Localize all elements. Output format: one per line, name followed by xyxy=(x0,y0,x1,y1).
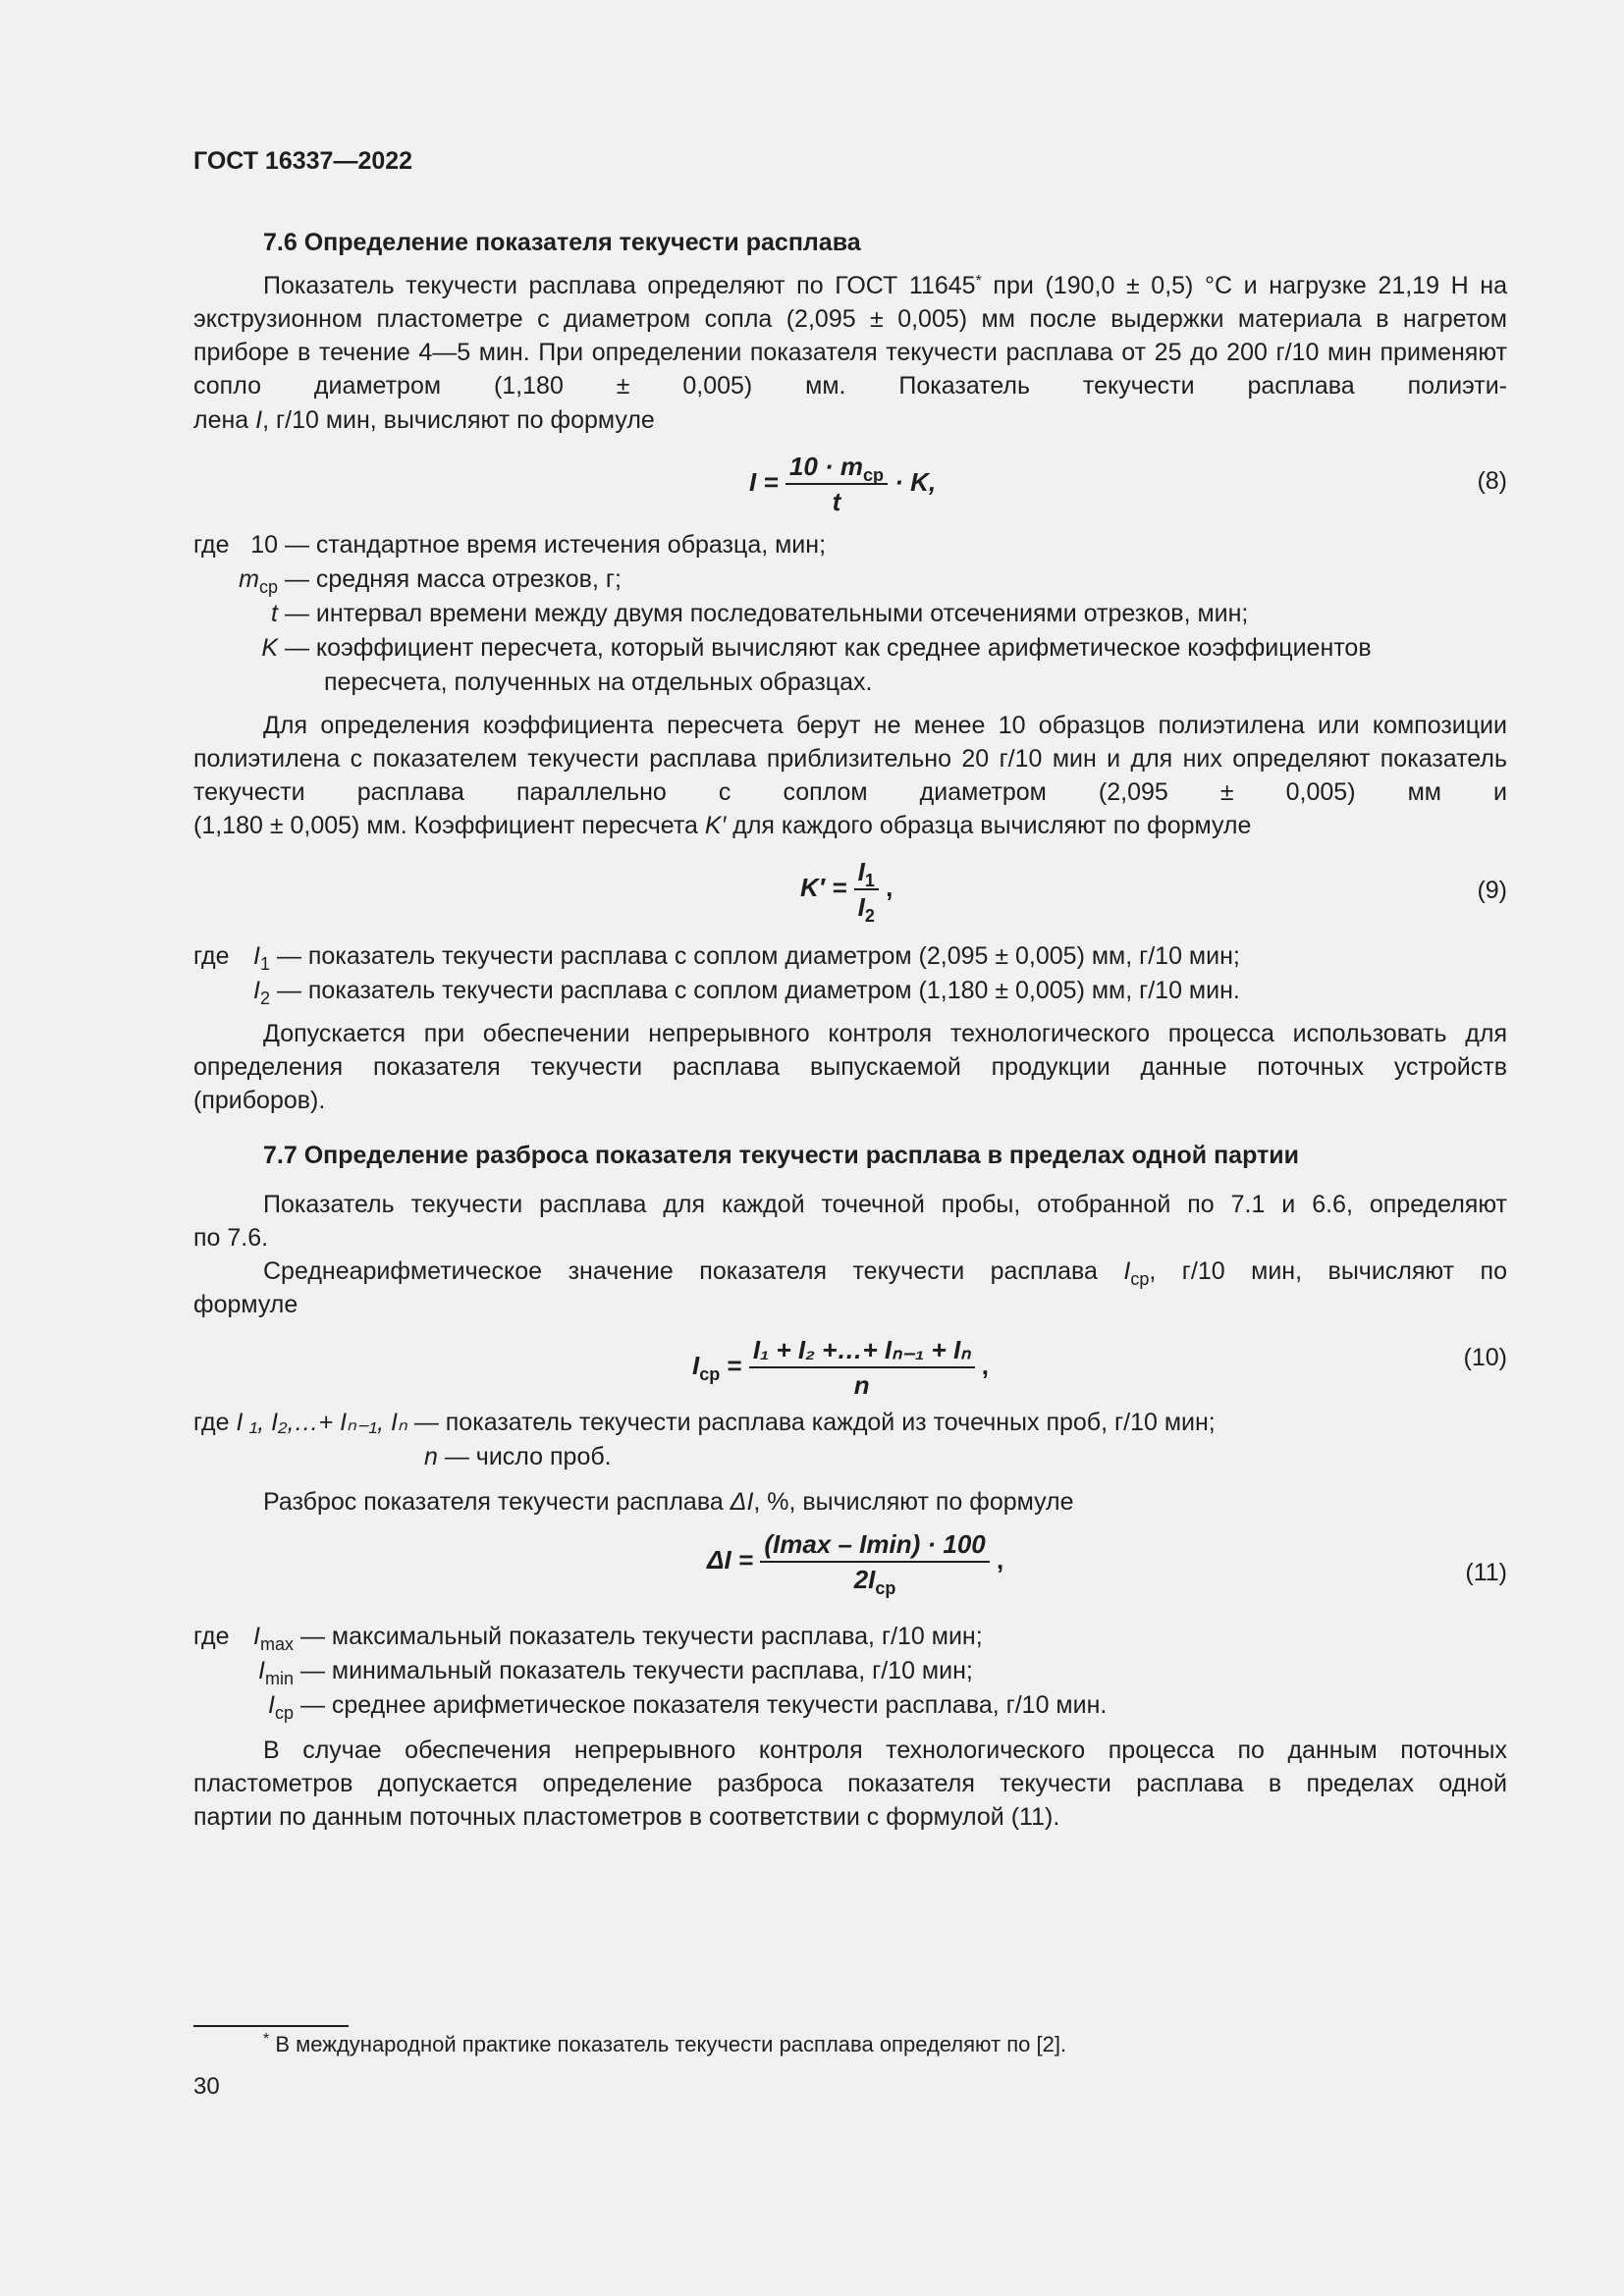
where-label-9: где xyxy=(193,942,230,970)
definition-8-2: $m_{cp}$ — средняя масса отрезков, г; xyxy=(239,565,622,597)
paragraph-7-7-1: Показатель текучести расплава для каждой точечной пробы, отобранной по 7.1 и 6.6, определяют xyxy=(263,1191,1507,1218)
equation-number-9: (9) xyxy=(1477,877,1507,904)
paragraph-7-7-4: В случае обеспечения непрерывного контроля технологического процесса по данным поточных пластометров допускается определение разброса показателя текучести расплава в пределах одной xyxy=(193,1736,1507,1797)
formula-11: ΔI = $\frac{(Imax - Imin) \cdot 100}{2I_{cp}}$ , xyxy=(707,1529,1004,1598)
definition-8-4: K — коэффициент пересчета, который вычисляют как среднее арифметическое коэффициентов xyxy=(261,634,1372,662)
formula-10-fraction: $\frac{\text{I₁ + I₂ +…+ Iₙ₋₁ + Iₙ}}{n}$ xyxy=(749,1335,975,1400)
definition-9-1: $I_1$ — показатель текучести расплава с соплом диаметром (2,095 ± 0,005) мм, г/10 мин; xyxy=(253,942,1240,974)
equation-number-8: (8) xyxy=(1477,467,1507,495)
paragraph-7-7-2-end: формуле xyxy=(193,1291,298,1318)
paragraph-7-7-3: Разброс показателя текучести расплава ΔI, %, вычисляют по формуле xyxy=(263,1488,1074,1516)
formula-9: K′ = $\frac{I_1}{I_2}$ , xyxy=(800,857,893,926)
definition-9-2: $I_2$ — показатель текучести расплава с соплом диаметром (1,180 ± 0,005) мм, г/10 мин. xyxy=(253,977,1240,1008)
where-label-11: где xyxy=(193,1623,230,1650)
definition-11-2: $I_{min}$ — минимальный показатель текучести расплава, г/10 мин; xyxy=(258,1657,973,1688)
page-number: 30 xyxy=(193,2073,220,2100)
footnote-divider xyxy=(193,2025,349,2027)
formula-8-fraction: $\frac{10 \cdot m_{cp}}{t}$ xyxy=(785,452,888,516)
equation-number-11: (11) xyxy=(1465,1559,1507,1586)
paragraph-7-6-3: Допускается при обеспечении непрерывного контроля технологического процесса использовать для определения показателя текучести расплава выпускаемой продукции данные поточных устройств xyxy=(193,1020,1507,1081)
definition-10-1: где I ₁, I₂,…+ Iₙ₋₁, Iₙ — показатель текучести расплава каждой из точечных проб, г/10 мин; xyxy=(193,1409,1216,1436)
footnote: * В международной практике показатель текучести расплава определяют по [2]. xyxy=(263,2031,1067,2056)
paragraph-7-6-3-end: (приборов). xyxy=(193,1087,326,1114)
formula-8: I = $\frac{10 \cdot m_{cp}}{t}$ · K, xyxy=(749,452,937,516)
definition-8-1: 10 — стандартное время истечения образца, мин; xyxy=(250,531,827,559)
paragraph-7-6-2-end: (1,180 ± 0,005) мм. Коэффициент пересчета K′ для каждого образца вычисляют по формуле xyxy=(193,812,1252,839)
formula-9-fraction: $\frac{I_1}{I_2}$ xyxy=(854,857,879,922)
definition-11-1: $I_{max}$ — максимальный показатель текучести расплава, г/10 мин; xyxy=(253,1623,983,1654)
paragraph-7-6-1: Показатель текучести расплава определяют по ГОСТ 11645* при (190,0 ± 0,5) °С и нагрузке 21,19 Н на экструзионном пластометре с диаметром сопла (2,095 ± 0,005) мм после выдержки материала в нагретом приборе в течение 4—5 мин. При определении показателя текучести расплава от 25 до 200 г/10 мин применяют сопло диаметром (1,180 ± 0,005) мм. Показатель текучести расплава полиэти- xyxy=(193,272,1507,400)
paragraph-7-6-2: Для определения коэффициента пересчета берут не менее 10 образцов полиэтилена или композиции полиэтилена с показателем текучести расплава приблизительно 20 г/10 мин и для них определяют показатель текучести расплава параллельно с соплом диаметром (2,095 ± 0,005) мм и xyxy=(193,712,1507,806)
formula-11-fraction: $\frac{(Imax - Imin) \cdot 100}{2I_{cp}}$ xyxy=(760,1529,989,1594)
paragraph-7-6-1-end: лена I, г/10 мин, вычисляют по формуле xyxy=(193,406,655,434)
document-header: ГОСТ 16337—2022 xyxy=(193,147,413,175)
where-label-8: где xyxy=(193,531,230,559)
paragraph-7-7-2: Среднеарифметическое значение показателя текучести расплава $I_{cp}$, г/10 мин, вычисляют по xyxy=(263,1257,1508,1289)
paragraph-7-7-1-end: по 7.6. xyxy=(193,1224,269,1252)
formula-10: $I_{cp}$ = $\frac{\text{I₁ + I₂ +…+ Iₙ₋₁ + Iₙ}}{n}$ , xyxy=(692,1335,990,1400)
paragraph-7-7-4-end: партии по данным поточных пластометров в соответствии с формулой (11). xyxy=(193,1803,1060,1831)
equation-number-10: (10) xyxy=(1463,1344,1507,1371)
section-7-6-title: 7.6 Определение показателя текучести расплава xyxy=(263,229,861,256)
section-7-7-title: 7.7 Определение разброса показателя текучести расплава в пределах одной партии xyxy=(263,1142,1300,1169)
definition-11-3: $I_{cp}$ — среднее арифметическое показателя текучести расплава, г/10 мин. xyxy=(268,1691,1108,1723)
definition-8-4-cont: пересчета, полученных на отдельных образцах. xyxy=(324,668,873,696)
definition-8-3: t — интервал времени между двумя последовательными отсечениями отрезков, мин; xyxy=(271,600,1249,627)
definition-10-2: n — число проб. xyxy=(424,1443,612,1470)
